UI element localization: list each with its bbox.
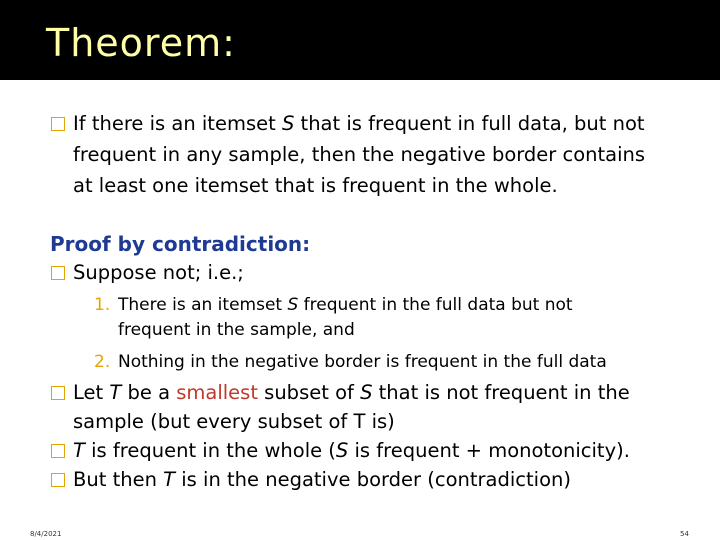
theorem-line-3: at least one itemset that is frequent in the whole. bbox=[73, 174, 558, 197]
text: that is not frequent in the bbox=[372, 381, 630, 404]
bullet-icon bbox=[51, 386, 65, 400]
title-bar bbox=[0, 0, 720, 80]
var-s: S bbox=[360, 381, 373, 404]
bullet-icon bbox=[51, 444, 65, 458]
text: is frequent + monotonicity). bbox=[348, 439, 630, 462]
text: be a bbox=[121, 381, 177, 404]
text: is in the negative border (contradiction) bbox=[175, 468, 571, 491]
bullet-icon bbox=[51, 473, 65, 487]
var-s: S bbox=[335, 439, 349, 462]
numbered-item-1-line-1 bbox=[118, 293, 573, 318]
theorem-line-1 bbox=[73, 108, 645, 139]
var-t: T bbox=[109, 381, 122, 404]
bullet-icon bbox=[51, 266, 65, 280]
footer-date: 8/4/2021 bbox=[30, 530, 62, 538]
var-s: S bbox=[287, 295, 299, 315]
theorem-line-2: frequent in any sample, then the negative border contains bbox=[73, 143, 646, 166]
frequent-line bbox=[73, 435, 630, 466]
item-number: 2. bbox=[94, 352, 111, 372]
text: If there is an itemset bbox=[73, 112, 282, 135]
var-t: T bbox=[163, 468, 176, 491]
slide-title: Theorem: bbox=[46, 21, 236, 65]
numbered-item-2: Nothing in the negative border is frequent in the full data bbox=[118, 352, 607, 372]
text: But then bbox=[73, 468, 164, 491]
let-line-2: sample (but every subset of T is) bbox=[73, 410, 395, 433]
var-s: S bbox=[281, 112, 295, 135]
highlight-text: smallest bbox=[176, 381, 258, 404]
text: Let bbox=[73, 381, 110, 404]
page-number: 54 bbox=[680, 530, 689, 538]
text: There is an itemset bbox=[118, 295, 288, 315]
bullet-icon bbox=[51, 117, 65, 131]
proof-heading: Proof by contradiction: bbox=[50, 232, 311, 256]
text: is frequent in the whole ( bbox=[84, 439, 336, 462]
suppose-text: Suppose not; i.e.; bbox=[73, 261, 244, 284]
numbered-item-1-line-2: frequent in the sample, and bbox=[118, 320, 355, 340]
text: frequent in the full data but not bbox=[298, 295, 573, 315]
let-line-1 bbox=[73, 377, 630, 408]
item-number: 1. bbox=[94, 295, 111, 315]
text: subset of bbox=[257, 381, 361, 404]
text: that is frequent in full data, but not bbox=[294, 112, 645, 135]
var-t: T bbox=[73, 439, 85, 462]
but-then-line bbox=[73, 464, 571, 495]
